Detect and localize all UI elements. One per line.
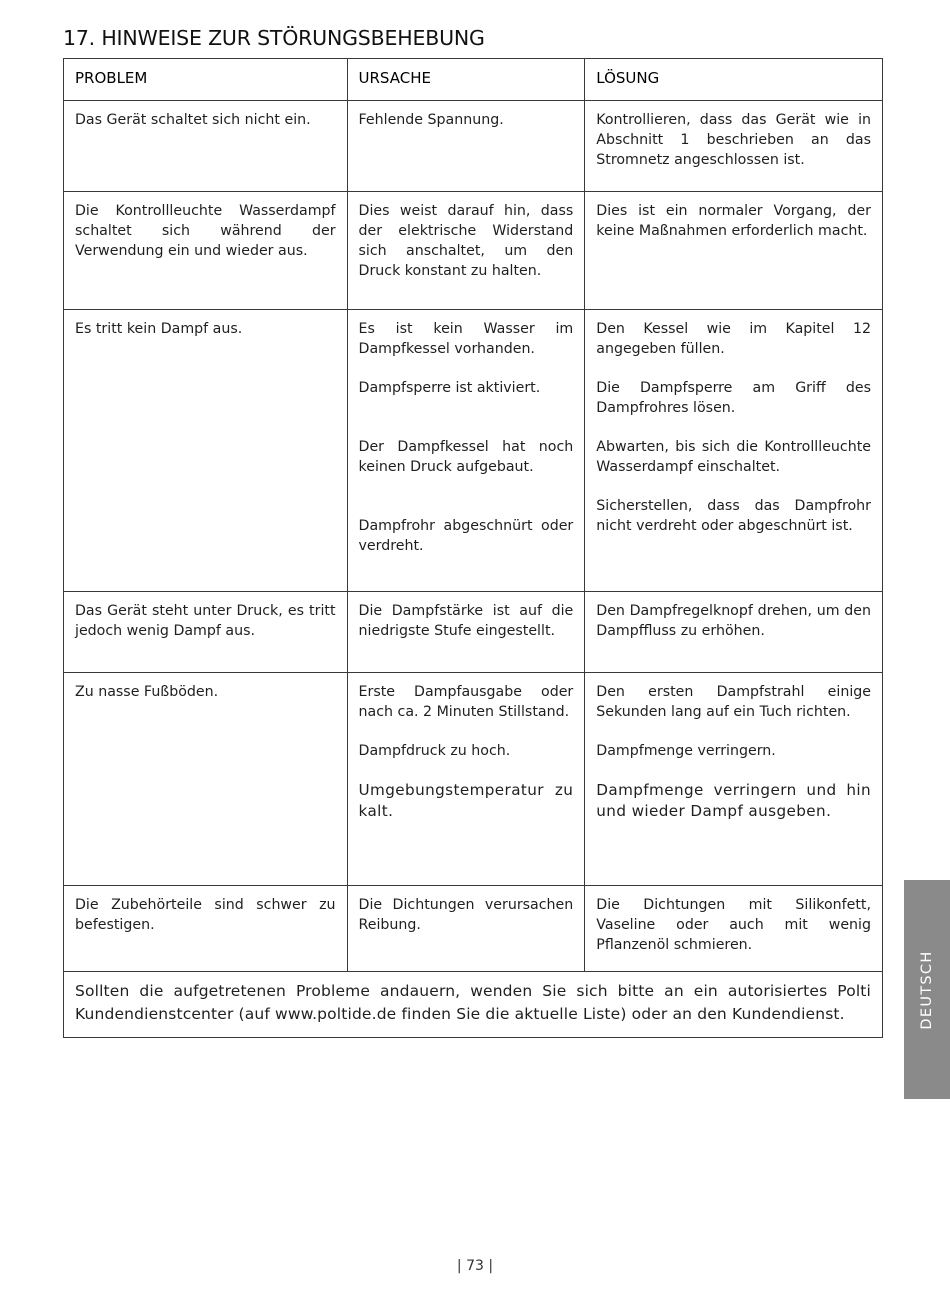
solution-text: Kontrollieren, dass das Gerät wie in Abschnitt 1 beschrieben an das Stromnetz angeschlossen ist. (596, 112, 871, 168)
support-note: Sollten die aufgetretenen Probleme andauern, wenden Sie sich bitte an ein autorisiertes Polti Kundendienstcenter (auf www.poltide.de finden Sie die aktuelle Liste) oder an den Kundendienst. (64, 972, 883, 1038)
table-row (64, 310, 883, 592)
language-tab (904, 880, 950, 1099)
cause-text: Dampfdruck zu hoch. (358, 743, 511, 759)
solution-cell (585, 192, 883, 310)
table-row (64, 192, 883, 310)
page-number: | 73 | (456, 1258, 494, 1274)
cause-cell (347, 310, 585, 592)
solution-cell (585, 310, 883, 592)
cause-cell (347, 592, 585, 673)
table-note-row (64, 972, 883, 1038)
cause-text: Erste Dampfausgabe oder nach ca. 2 Minuten Stillstand. (358, 684, 574, 720)
cause-text: eingestellt. (471, 623, 556, 639)
cause-text: Der Dampfkessel hat noch keinen Druck aufgebaut. (358, 439, 574, 475)
solution-cell (585, 101, 883, 192)
table-row (64, 592, 883, 673)
cause-emphasis: niedrigste Stufe (358, 623, 472, 639)
cause-text: Dies weist darauf hin, dass der elektrische Widerstand sich anschaltet, um den Druck konstant zu halten. (358, 203, 574, 279)
solution-text: Den Kessel wie im Kapitel 12 angegeben füllen. (596, 321, 871, 357)
cause-text: Dampfrohr abgeschnürt oder verdreht. (358, 518, 574, 554)
solution-text: Den Dampfregelknopf drehen, um den Dampffluss zu erhöhen. (596, 603, 871, 639)
cause-cell (347, 192, 585, 310)
cause-cell (347, 673, 585, 886)
problem-cell: Zu nasse Fußböden. (64, 673, 348, 886)
page-title: 17. HINWEISE ZUR STÖRUNGSBEHEBUNG (63, 26, 485, 50)
cause-text: Umgebungstemperatur zu kalt. (358, 781, 574, 820)
solution-text: Die Dampfsperre am Griff des Dampfrohres lösen. (596, 380, 871, 416)
solution-text: Dies ist ein normaler Vorgang, der keine Maßnahmen erforderlich macht. (596, 203, 871, 239)
cause-text: Dampfsperre ist aktiviert. (358, 380, 541, 396)
table-header-row (64, 59, 883, 101)
solution-text: Den ersten Dampfstrahl einige Sekunden lang auf ein Tuch richten. (596, 684, 871, 720)
solution-text: Dampfmenge verringern und hin und wieder Dampf ausgeben. (596, 781, 871, 820)
cause-cell (347, 101, 585, 192)
cause-text: Die Dampfstärke ist auf die (358, 603, 574, 619)
cause-text: Fehlende Spannung. (358, 112, 504, 128)
problem-cell: Es tritt kein Dampf aus. (64, 310, 348, 592)
header-solution: LÖSUNG (585, 59, 883, 101)
solution-text: Abwarten, bis sich die Kontrollleuchte Wasserdampf einschaltet. (596, 439, 871, 475)
troubleshooting-table (63, 58, 883, 1038)
solution-text: Die Dichtungen mit Silikonfett, Vaseline oder auch mit wenig Pflanzenöl schmieren. (596, 897, 871, 953)
problem-cell: Das Gerät schaltet sich nicht ein. (64, 101, 348, 192)
table-row (64, 886, 883, 972)
language-tab-label: DEUTSCH (919, 949, 935, 1030)
solution-cell (585, 592, 883, 673)
problem-cell: Die Zubehörteile sind schwer zu befestigen. (64, 886, 348, 972)
solution-cell (585, 673, 883, 886)
header-problem: PROBLEM (64, 59, 348, 101)
cause-text: Die Dichtungen verursachen Reibung. (358, 897, 574, 933)
table-row (64, 101, 883, 192)
solution-text: Dampfmenge verringern. (596, 743, 776, 759)
header-cause: URSACHE (347, 59, 585, 101)
cause-cell (347, 886, 585, 972)
problem-cell: Das Gerät steht unter Druck, es tritt jedoch wenig Dampf aus. (64, 592, 348, 673)
cause-text: Es ist kein Wasser im Dampfkessel vorhanden. (358, 321, 574, 357)
solution-text: Sicherstellen, dass das Dampfrohr nicht verdreht oder abgeschnürt ist. (596, 498, 871, 534)
table-row (64, 673, 883, 886)
problem-cell: Die Kontrollleuchte Wasserdampf schaltet sich während der Verwendung ein und wieder aus. (64, 192, 348, 310)
solution-cell (585, 886, 883, 972)
